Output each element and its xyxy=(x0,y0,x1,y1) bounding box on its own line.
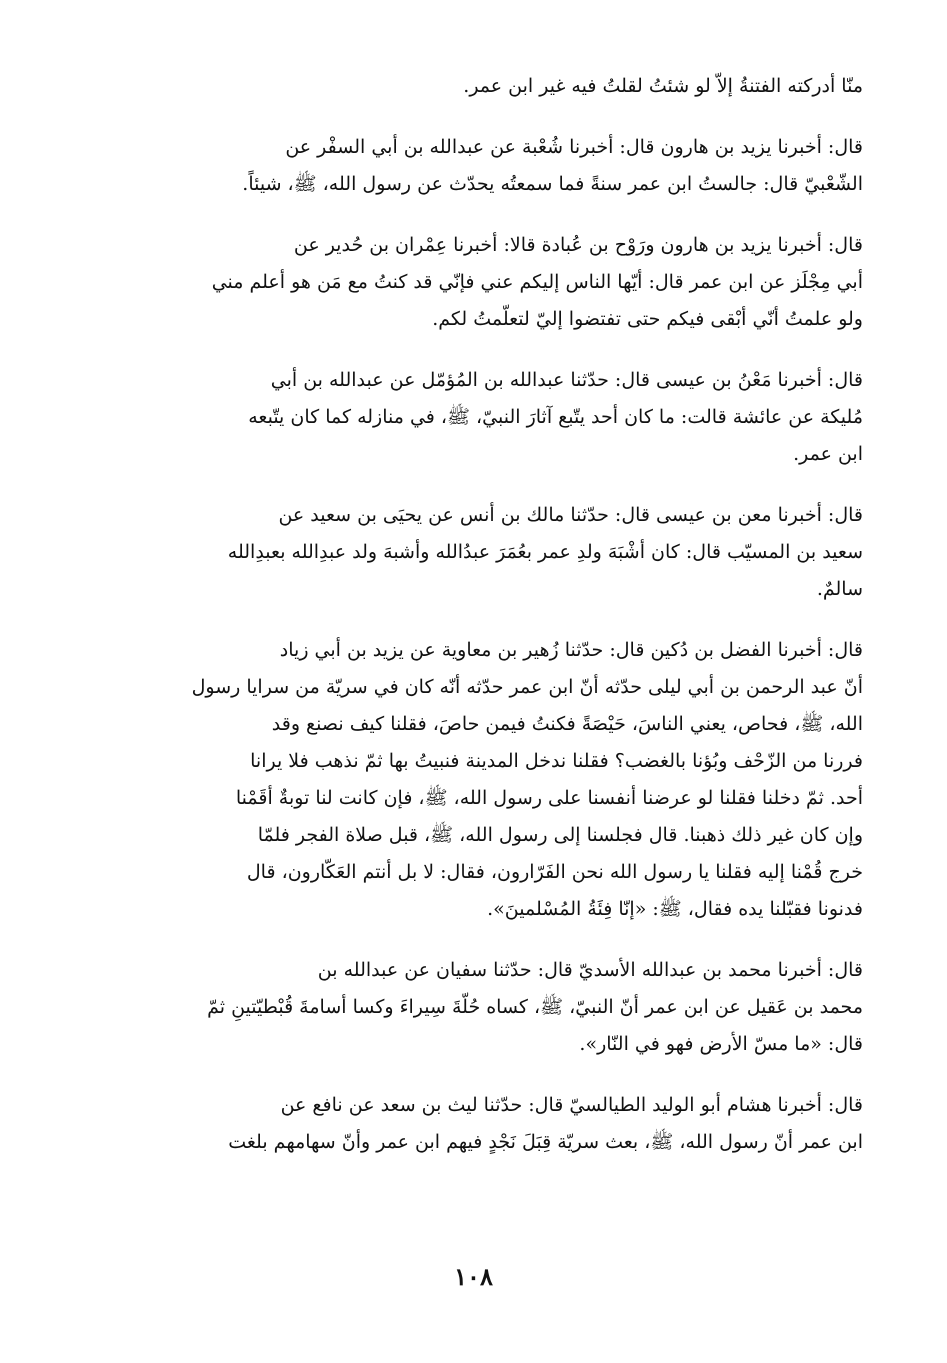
text-line: الله، ﷺ، فحاص، يعني الناسَ، حَيْصَةً فكنتُ فيمن حاصَ، فقلنا كيف نصنع وقد xyxy=(271,713,863,735)
paragraph xyxy=(108,497,863,608)
text-line: مُليكة عن عائشة قالت: ما كان أحد يتّبع آثارَ النبيّ، ﷺ، في منازله كما كان يتّبعه xyxy=(248,406,863,428)
paragraph xyxy=(108,227,863,338)
text-line: وإن كان غير ذلك ذهبنا. قال فجلسنا إلى رسول الله، ﷺ، قبل صلاة الفجر فلمّا xyxy=(257,824,863,846)
text-line: قال: أخبرنا محمد بن عبدالله الأسديّ قال: حدّثنا سفيان عن عبدالله بن xyxy=(317,959,863,981)
text-line: ابن عمر. xyxy=(793,443,863,465)
text-line: خرج قُمْنا إليه فقلنا يا رسول الله نحن الفَرّارون، فقال: لا بل أنتم العَكّارون، قال xyxy=(246,861,863,883)
text-line: منّا أدركته الفتنةُ إلاّ لو شئتُ لقلتُ فيه غير ابن عمر. xyxy=(463,75,863,97)
text-line: الشّعْبيّ قال: جالستُ ابن عمر سنةً فما سمعتُه يحدّث عن رسول الله، ﷺ، شيئاً. xyxy=(242,173,863,195)
page-number: ١٠٨ xyxy=(454,1262,493,1291)
text-line: محمد بن عَقيل عن ابن عمر أنّ النبيّ، ﷺ، كساه حُلّةَ سِيراءَ وكسا أسامةَ قُبْطيّتينِ ثمّ xyxy=(207,996,863,1018)
paragraph xyxy=(108,129,863,203)
text-line: قال: «ما مسّ الأرض فهو في النّار». xyxy=(579,1033,863,1055)
text-line: أبي مِجْلَز عن ابن عمر قال: أيّها الناس إليكم عني فإنّي قد كنتُ مع مَن هو أعلم مني xyxy=(211,271,863,293)
paragraph xyxy=(108,1087,863,1161)
text-line: قال: أخبرنا يزيد بن هارون ورَوْح بن عُبادة قالا: أخبرنا عِمْران بن حُدير عن xyxy=(293,234,863,256)
text-line: قال: أخبرنا يزيد بن هارون قال: أخبرنا شُعْبة عن عبدالله بن أبي السفْر عن xyxy=(285,136,863,158)
text-line: قال: أخبرنا معن بن عيسى قال: حدّثنا مالك بن أنس عن يحيَى بن سعيد عن xyxy=(278,504,863,526)
text-line: قال: أخبرنا الفضل بن دُكين قال: حدّثنا زُهير بن معاوية عن يزيد بن أبي زياد xyxy=(279,639,863,661)
text-line: سعيد بن المسيّب قال: كان أشْبَهَ ولدِ عمر بعُمَرَ عبدُالله وأشبهَ ولد عبدِالله بعبدِالله xyxy=(227,541,863,563)
text-line: ولو علمتُ أنّي أبْقى فيكم حتى تفتضوا إليّ لتعلّمتُ لكم. xyxy=(432,308,863,330)
text-line: ابن عمر أنّ رسول الله، ﷺ، بعث سريّة قِبَلَ نَجْدٍ فيهم ابن عمر وأنّ سهامهم بلغت xyxy=(228,1131,863,1153)
text-line: قال: أخبرنا هشام أبو الوليد الطيالسيّ قال: حدّثنا ليث بن سعد عن نافع عن xyxy=(280,1094,863,1116)
paragraph xyxy=(108,632,863,928)
text-line: قال: أخبرنا مَعْنُ بن عيسى قال: حدّثنا عبدالله بن المُؤمّل عن عبدالله بن أبي xyxy=(270,369,863,391)
paragraph xyxy=(108,68,863,105)
text-line: فررنا من الزّحْف وبُؤنا بالغضب؟ فقلنا ندخل المدينة فنبيتُ بها ثمّ نذهب فلا يرانا xyxy=(250,750,863,772)
text-line: سالمٌ. xyxy=(816,578,863,600)
text-line: فدنونا فقبّلنا يده فقال، ﷺ: «إنّا فِئَةُ المُسْلمينَ». xyxy=(487,898,863,920)
page-body xyxy=(108,68,863,1185)
text-line: أحد. ثمّ دخلنا فقلنا لو عرضنا أنفسنا على رسول الله، ﷺ، فإن كانت لنا توبةٌ أقَمْنا xyxy=(235,787,863,809)
paragraph xyxy=(108,362,863,473)
paragraph xyxy=(108,952,863,1063)
text-line: أنّ عبد الرحمن بن أبي ليلى حدّثه أنّ ابن عمر حدّثه أنّه كان في سريّة من سرايا رسول xyxy=(191,676,863,698)
